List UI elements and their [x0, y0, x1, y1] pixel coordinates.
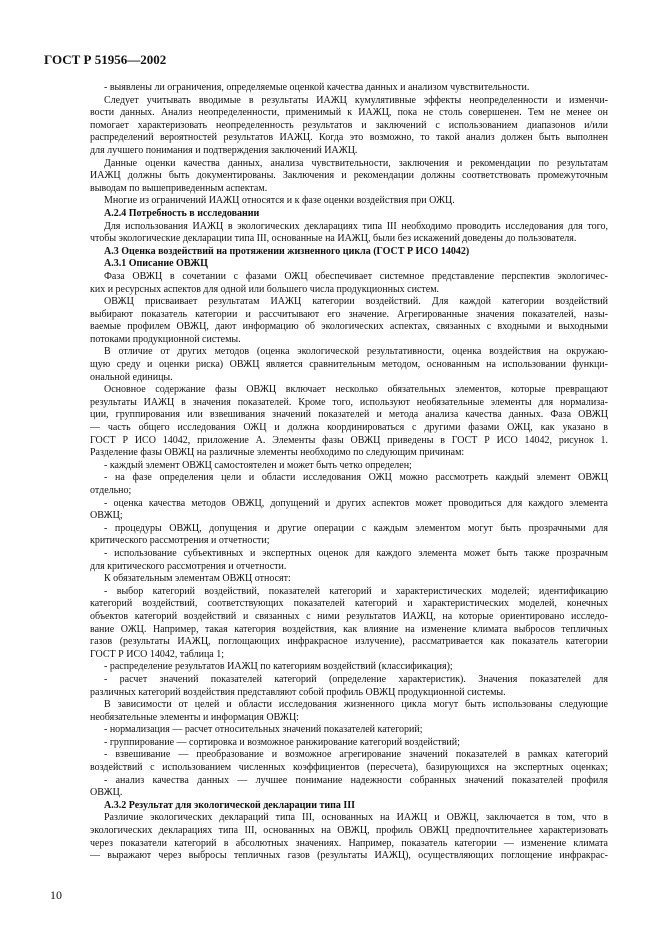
section-heading-line: А.3.1 Описание ОВЖЦ — [104, 258, 208, 270]
text-line: различных категорий воздействия представляют собой профиль ОВЖЦ продукционной системы. — [90, 686, 506, 698]
text-line: выбирают показатель категории и рассчитывают его значение. Агрегированные значения показателей, назы- — [90, 308, 608, 320]
section-heading-line: А.3.2 Результат для экологической декларации типа III — [104, 799, 356, 811]
page-number: 10 — [50, 888, 62, 902]
text-line: Основное содержание фазы ОВЖЦ включает несколько обязательных элементов, которые превращают — [104, 384, 608, 396]
text-line: - каждый элемент ОВЖЦ самостоятелен и может быть четко определен; — [104, 459, 412, 471]
text-line: - распределение результатов ИАЖЦ по категориям воздействий (классификация); — [104, 661, 453, 673]
text-line: для критического рассмотрения и отчетности. — [90, 560, 287, 572]
text-line: потоками продукционной системы. — [90, 333, 241, 345]
text-line: Для использования ИАЖЦ в экологических декларациях типа III необходимо проводить исследования для того, — [104, 220, 608, 232]
text-line: Многие из ограничений ИАЖЦ относятся и к фазе оценки воздействия при ОЖЦ. — [104, 195, 455, 207]
text-line: ОВЖЦ. — [90, 787, 123, 799]
text-line: ональной единицы. — [90, 371, 173, 383]
text-line: — часть общего исследования ОЖЦ и должна координироваться с другими фазами ОЖЦ, как указано в — [90, 422, 608, 434]
document-body — [90, 82, 608, 863]
text-line: ких и ресурсных аспектов для одной или большего числа продукционных систем. — [90, 283, 440, 295]
text-line: К обязательным элементам ОВЖЦ относят: — [104, 573, 291, 585]
text-line: ции, группирования или взвешивания значений показателей и метода анализа качества данных. Фаза ОВЖЦ — [90, 409, 608, 421]
text-line: Следует учитывать вводимые в результаты ИАЖЦ кумулятивные эффекты неопределенности и изменчи- — [104, 94, 608, 106]
text-line: экологических декларациях типа III, основанных на ОВЖЦ, профиль ОВЖЦ предпочтительнее характеризовать — [90, 825, 608, 837]
text-line: - взвешивание — преобразование и возможное агрегирование значений показателей в рамках категорий — [104, 749, 608, 761]
text-line: Различие экологических деклараций типа III, основанных на ИАЖЦ и ОВЖЦ, заключается в том, что в — [104, 812, 608, 824]
text-line: вости данных. Анализ неопределенности, применимый к ИАЖЦ, пока не столь совершенен. Тем не менее он — [90, 107, 608, 119]
section-heading-line: А.3 Оценка воздействий на протяжении жизненного цикла (ГОСТ Р ИСО 14042) — [104, 245, 470, 257]
text-line: ГОСТ Р ИСО 14042, приложение А. Элементы фазы ОВЖЦ приведены в ГОСТ Р ИСО 14042, рисунок 1. — [90, 434, 608, 446]
text-line: объектов категорий воздействий и связанных с ними результатов ИАЖЦ, на которые ориентировано исследо- — [90, 610, 608, 622]
text-line: выводам по вышеприведенным аспектам. — [90, 182, 268, 194]
text-line: В зависимости от целей и области исследования жизненного цикла могут быть использованы следующие — [104, 699, 608, 711]
text-line: критического рассмотрения и отчетности; — [90, 535, 270, 547]
text-line: газов (результаты ИАЖЦ, поглощающих инфракрасное излучение), рассматривается как показатель категории — [90, 636, 608, 648]
text-line: результаты ИАЖЦ в значения показателей. Кроме того, используют необязательные элементы для нормализа- — [90, 396, 608, 408]
text-line: воздействий с использованием численных коэффициентов (пересчета), базирующихся на экспертных оценках; — [90, 762, 608, 774]
text-line: Разделение фазы ОВЖЦ на различные элементы необходимо по следующим причинам: — [90, 447, 465, 459]
text-line: В отличие от других методов (оценка экологической результативности, оценка воздействия на окружаю- — [104, 346, 608, 358]
text-line: ИАЖЦ должны быть документированы. Заключения и рекомендации должны соответствовать промежуточным — [90, 170, 608, 182]
text-line: вание ОЖЦ. Например, такая категория воздействия, как влияние на изменение климата выбросов тепличных — [90, 623, 608, 635]
text-line: необязательные элементы и информация ОВЖЦ: — [90, 711, 299, 723]
text-line: ГОСТ Р ИСО 14042, таблица 1; — [90, 648, 225, 660]
text-line: чтобы экологические декларации типа III, основанные на ИАЖЦ, были без искажений доведены до пользователя. — [90, 233, 577, 245]
standard-header: ГОСТ Р 51956—2002 — [44, 52, 167, 67]
text-line: категорий воздействий, соответствующих показателей категорий и характеристических моделей, конечных — [90, 598, 608, 610]
text-line: - выбор категорий воздействий, показателей категорий и характеристических моделей; идентификацию — [104, 585, 608, 597]
text-line: Фаза ОВЖЦ в сочетании с фазами ОЖЦ обеспечивает системное представление перспектив экологичес- — [104, 270, 608, 282]
text-line: - оценка качества методов ОВЖЦ, допущений и других аспектов может проводиться для каждого элемента — [104, 497, 608, 509]
text-line: - процедуры ОВЖЦ, допущения и другие операции с каждым элементом могут быть прозрачными для — [104, 522, 608, 534]
text-line: Данные оценки качества данных, анализа чувствительности, заключения и рекомендации по результатам — [104, 157, 608, 169]
text-line: - расчет значений показателей категорий (определение характеристик). Значения показателей для — [104, 673, 608, 685]
text-line: через показатели категорий в абсолютных значениях. Например, показатель категории — изменение климата — [90, 837, 608, 849]
text-line: - использование субъективных и экспертных оценок для каждого элемента может быть также прозрачным — [104, 547, 608, 559]
text-line: отдельно; — [90, 485, 132, 496]
text-line: — выражают через выбросы тепличных газов (результаты ИАЖЦ), осуществляющих поглощение инфракрас- — [90, 850, 608, 862]
text-line: для лучшего понимания и подтверждения заключений ИАЖЦ. — [90, 144, 358, 156]
text-line: - анализ качества данных — лучшее понимание надежности собранных значений показателей профиля — [104, 774, 608, 786]
text-line: щую среду и оценки риска) ОВЖЦ является сравнительным методом, основанным на использовании функци- — [90, 359, 608, 371]
text-line: - на фазе определения цели и области исследования ОЖЦ можно рассмотреть каждый элемент ОВЖЦ — [104, 472, 608, 484]
text-line: распределений вероятностей результатов ИАЖЦ. Когда это возможно, то такой анализ должен быть выполнен — [90, 132, 608, 144]
text-line: ОВЖЦ; — [90, 510, 123, 522]
text-line: ОВЖЦ присваивает результатам ИАЖЦ категории воздействий. Для каждой категории воздействий — [104, 296, 608, 308]
text-line: - группирование — сортировка и возможное ранжирование категорий воздействий; — [104, 736, 460, 748]
text-line: ваемые профилем ОВЖЦ, дают информацию об экологических аспектах, связанных с входными и выходными — [90, 321, 608, 333]
text-line: - выявлены ли ограничения, определяемые оценкой качества данных и анализом чувствительности. — [104, 82, 530, 93]
text-line: - нормализация — расчет относительных значений показателей категорий; — [104, 724, 423, 736]
text-line: помогает характеризовать неопределенность результатов и заключений с использованием диапазонов и/или — [90, 119, 608, 131]
section-heading-line: А.2.4 Потребность в исследовании — [104, 207, 260, 219]
